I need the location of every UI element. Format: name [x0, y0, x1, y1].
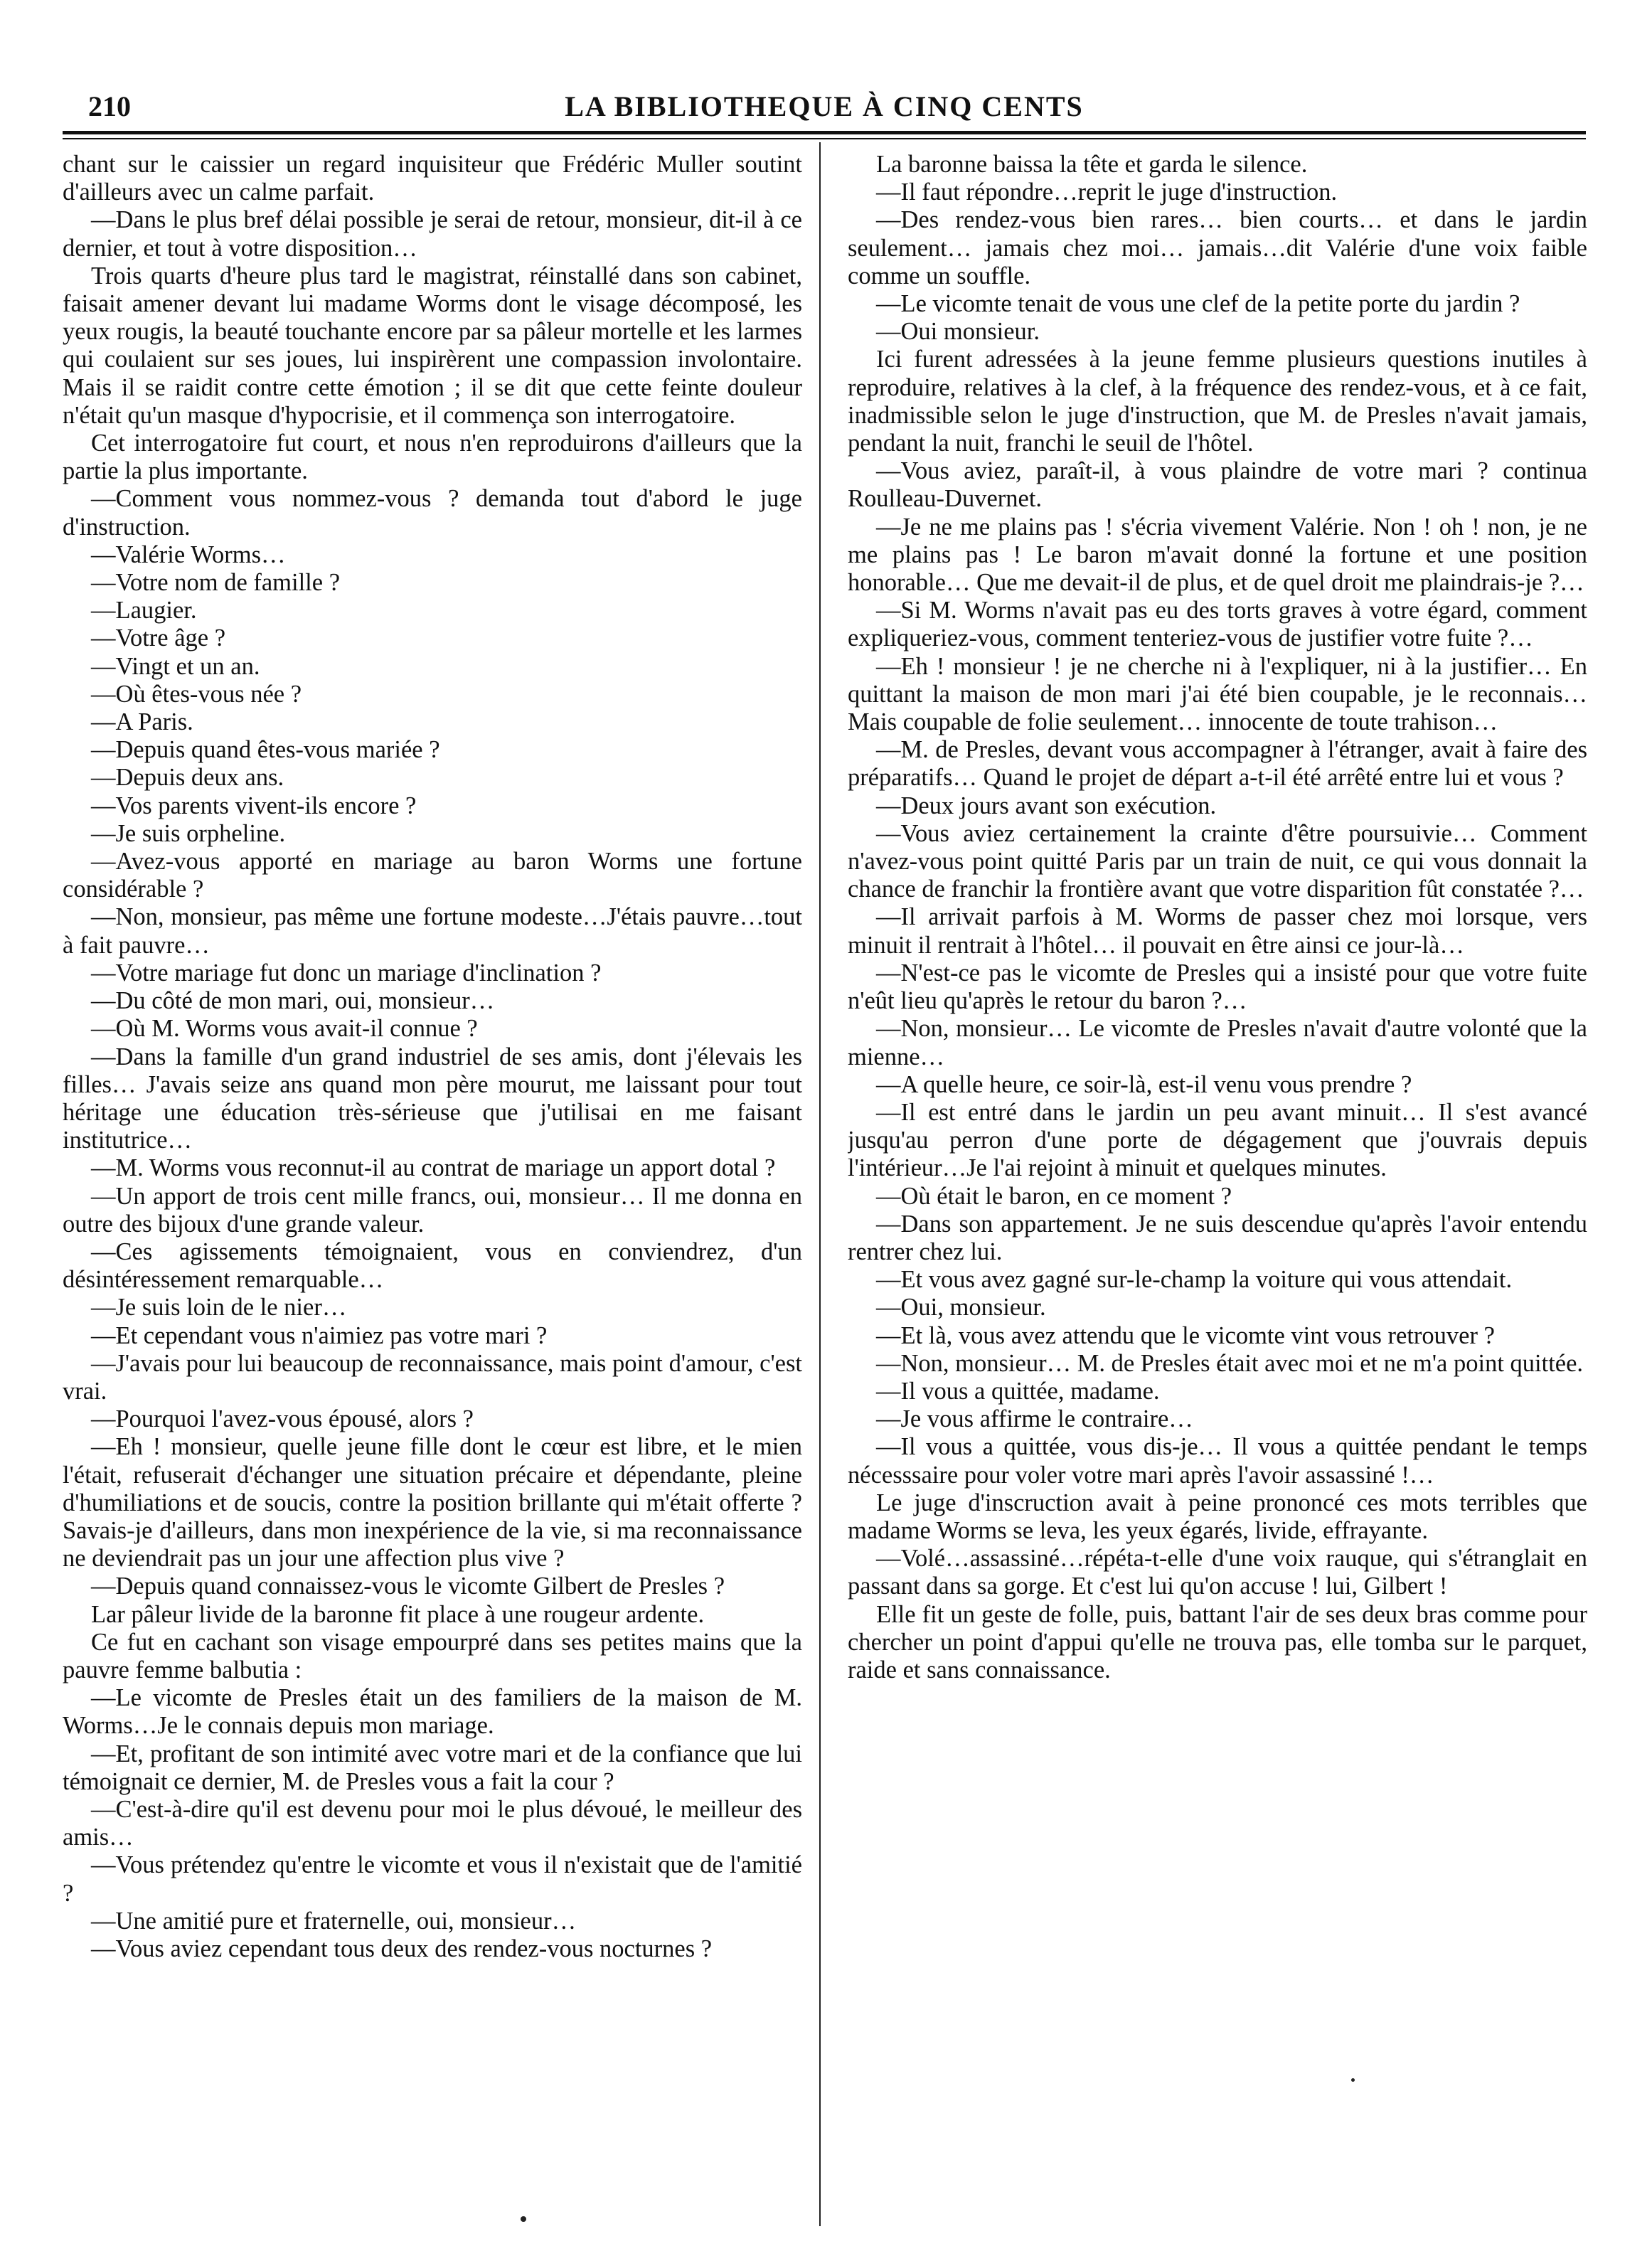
dialogue-line: —Il faut répondre…reprit le juge d'instruction.	[876, 179, 1338, 206]
dialogue-line: —Non, monsieur… M. de Presles était avec moi et ne m'a point quittée.	[876, 1349, 1584, 1377]
dialogue-line: —Dans son appartement. Je ne suis descendue qu'après l'avoir entendu rentrer chez lui.	[848, 1210, 1587, 1265]
print-speck	[521, 2216, 526, 2222]
dialogue-line: —Vous aviez certainement la crainte d'être poursuivie… Comment n'avez-vous point quitté Paris par un train de nuit, ce qui vous donnait la chance de franchir la frontière avant que votre disparition fût constatée ?…	[848, 819, 1587, 903]
dialogue-line: —Vous aviez, paraît-il, à vous plaindre de votre mari ? continua Roulleau-Duvernet.	[848, 457, 1587, 513]
narrative-paragraph: Ici furent adressées à la jeune femme plusieurs questions inutiles à reproduire, relatives à la clef, à la fréquence des rendez-vous, et à ce fait, inadmissible selon le juge d'instruction, que M. de Presles n'avait jamais, pendant la nuit, franchi le seuil de l'hôtel.	[848, 346, 1587, 457]
dialogue-line: —Volé…assassiné…répéta-t-elle d'une voix rauque, qui s'étranglait en passant dans sa gorge. Et c'est lui qu'on accuse ! lui, Gilbert !	[848, 1545, 1587, 1600]
dialogue-line: —Je suis orpheline.	[91, 819, 286, 847]
print-speck	[1351, 2078, 1355, 2082]
dialogue-line: —Où M. Worms vous avait-il connue ?	[91, 1015, 478, 1043]
dialogue-line: —Non, monsieur… Le vicomte de Presles n'avait d'autre volonté que la mienne…	[848, 1015, 1587, 1070]
dialogue-line: —Deux jours avant son exécution.	[876, 792, 1217, 819]
dialogue-line: —Vingt et un an.	[91, 652, 260, 680]
dialogue-line: —M. Worms vous reconnut-il au contrat de mariage un apport dotal ?	[91, 1154, 776, 1182]
dialogue-line: —Pourquoi l'avez-vous épousé, alors ?	[91, 1405, 474, 1433]
dialogue-line: —Non, monsieur, pas même une fortune modeste…J'étais pauvre…tout à fait pauvre…	[63, 903, 802, 959]
dialogue-line: —Le vicomte tenait de vous une clef de la petite porte du jardin ?	[876, 290, 1520, 318]
narrative-paragraph: Le juge d'inscruction avait à peine prononcé ces mots terribles que madame Worms se leva, les yeux égarés, livide, effrayante.	[848, 1489, 1587, 1544]
header-rule-thick	[63, 131, 1586, 134]
dialogue-line: —Et cependant vous n'aimiez pas votre mari ?	[91, 1321, 548, 1349]
dialogue-line: —Depuis deux ans.	[91, 764, 284, 792]
dialogue-line: —Des rendez-vous bien rares… bien courts… et dans le jardin seulement… jamais chez moi… jamais…dit Valérie d'une voix faible comme un souffle.	[848, 206, 1587, 289]
dialogue-line: —Une amitié pure et fraternelle, oui, monsieur…	[91, 1907, 577, 1935]
dialogue-line: —Laugier.	[91, 597, 197, 624]
dialogue-line: —Où était le baron, en ce moment ?	[876, 1182, 1232, 1210]
dialogue-line: —A quelle heure, ce soir-là, est-il venu vous prendre ?	[876, 1070, 1412, 1098]
dialogue-line: —Depuis quand connaissez-vous le vicomte Gilbert de Presles ?	[91, 1573, 725, 1600]
right-column	[848, 151, 1587, 2228]
dialogue-line: —Un apport de trois cent mille francs, oui, monsieur… Il me donna en outre des bijoux d'une grande valeur.	[63, 1182, 802, 1238]
dialogue-line: —Le vicomte de Presles était un des familiers de la maison de M. Worms…Je le connais depuis mon mariage.	[63, 1684, 802, 1740]
dialogue-line: —Vous prétendez qu'entre le vicomte et vous il n'existait que de l'amitié ?	[63, 1851, 802, 1907]
column-divider	[819, 142, 821, 2226]
dialogue-line: —Du côté de mon mari, oui, monsieur…	[91, 987, 495, 1015]
page-header	[63, 83, 1586, 125]
dialogue-line: —Eh ! monsieur ! je ne cherche ni à l'expliquer, ni à la justifier… En quittant la maison de mon mari j'ai été bien coupable, je le reconnais… Mais coupable de folie seulement… innocente de toute trahison…	[848, 652, 1587, 736]
running-title: LA BIBLIOTHEQUE À CINQ CENTS	[565, 90, 1084, 122]
dialogue-line: —Il vous a quittée, vous dis-je… Il vous a quittée pendant le temps nécesssaire pour voler votre mari après l'avoir assassiné !…	[848, 1433, 1587, 1489]
narrative-paragraph: La baronne baissa la tête et garda le silence.	[876, 151, 1308, 178]
dialogue-line: —A Paris.	[91, 708, 193, 736]
header-rule-thin	[63, 138, 1586, 139]
dialogue-line: —N'est-ce pas le vicomte de Presles qui a insisté pour que votre fuite n'eût lieu qu'après le retour du baron ?…	[848, 959, 1587, 1015]
dialogue-line: —C'est-à-dire qu'il est devenu pour moi le plus dévoué, le meilleur des amis…	[63, 1795, 802, 1851]
dialogue-line: —Je vous affirme le contraire…	[876, 1405, 1193, 1433]
narrative-paragraph: Cet interrogatoire fut court, et nous n'en reproduirons d'ailleurs que la partie la plus importante.	[63, 430, 802, 485]
dialogue-line: —Vous aviez cependant tous deux des rendez-vous nocturnes ?	[91, 1935, 713, 1962]
dialogue-line: —Ces agissements témoignaient, vous en conviendrez, d'un désintéressement remarquable…	[63, 1238, 802, 1294]
dialogue-line: —Votre mariage fut donc un mariage d'inclination ?	[91, 959, 602, 986]
narrative-paragraph: chant sur le caissier un regard inquisiteur que Frédéric Muller soutint d'ailleurs avec un calme parfait.	[63, 151, 802, 206]
dialogue-line: —Dans le plus bref délai possible je serai de retour, monsieur, dit-il à ce dernier, et tout à votre disposition…	[63, 206, 802, 262]
left-column	[63, 151, 802, 2228]
narrative-paragraph: Elle fit un geste de folle, puis, battant l'air de ses deux bras comme pour chercher un point d'appui qu'elle ne trouva pas, elle tomba sur le parquet, raide et sans connaissance.	[848, 1600, 1587, 1683]
dialogue-line: —M. de Presles, devant vous accompagner à l'étranger, avait à faire des préparatifs… Quand le projet de départ a-t-il été arrêté entre lui et vous ?	[848, 736, 1587, 792]
dialogue-line: —Votre nom de famille ?	[91, 569, 341, 597]
dialogue-line: —Oui monsieur.	[876, 318, 1040, 346]
dialogue-line: —Vos parents vivent-ils encore ?	[91, 792, 417, 819]
dialogue-line: —Et, profitant de son intimité avec votre mari et de la confiance que lui témoignait ce dernier, M. de Presles vous a fait la cour ?	[63, 1740, 802, 1795]
dialogue-line: —Eh ! monsieur, quelle jeune fille dont le cœur est libre, et le mien l'était, refuserait d'échanger une situation précaire et dépendante, pleine d'humiliations et de soucis, contre la position brillante qui m'était offerte ? Savais-je d'ailleurs, dans mon inexpérience de la vie, si ma reconnaissance ne deviendrait pas un jour une affection plus vive ?	[63, 1433, 802, 1573]
dialogue-line: —Il est entré dans le jardin un peu avant minuit… Il s'est avancé jusqu'au perron d'une porte de dégagement que j'ouvrais depuis l'intérieur…Je l'ai rejoint à minuit et quelques minutes.	[848, 1098, 1587, 1182]
dialogue-line: —Je ne me plains pas ! s'écria vivement Valérie. Non ! oh ! non, je ne me plains pas ! Le baron m'avait donné la fortune et une position honorable… Que me devait-il de plus, et de quel droit me plaindrais-je ?…	[848, 513, 1587, 597]
dialogue-line: —Comment vous nommez-vous ? demanda tout d'abord le juge d'instruction.	[63, 485, 802, 541]
narrative-paragraph: Lar pâleur livide de la baronne fit place à une rougeur ardente.	[91, 1600, 705, 1628]
dialogue-line: —Votre âge ?	[91, 624, 226, 652]
narrative-paragraph: Trois quarts d'heure plus tard le magistrat, réinstallé dans son cabinet, faisait amener devant lui madame Worms dont le visage décomposé, les yeux rougis, la beauté touchante encore par sa pâleur mortelle et les larmes qui coulaient sur ses joues, lui inspirèrent une compassion involontaire. Mais il se raidit contre cette émotion ; il se dit que cette feinte douleur n'était qu'un masque d'hypocrisie, et il commença son interrogatoire.	[63, 262, 802, 429]
dialogue-line: —Je suis loin de le nier…	[91, 1294, 347, 1321]
dialogue-line: —Depuis quand êtes-vous mariée ?	[91, 736, 440, 764]
dialogue-line: —Il arrivait parfois à M. Worms de passer chez moi lorsque, vers minuit il rentrait à l'hôtel… il pouvait en être ainsi ce jour-là…	[848, 903, 1587, 959]
dialogue-line: —J'avais pour lui beaucoup de reconnaissance, mais point d'amour, c'est vrai.	[63, 1349, 802, 1405]
page-number: 210	[88, 90, 131, 122]
dialogue-line: —Il vous a quittée, madame.	[876, 1377, 1160, 1405]
dialogue-line: —Oui, monsieur.	[876, 1294, 1046, 1321]
dialogue-line: —Si M. Worms n'avait pas eu des torts graves à votre égard, comment expliqueriez-vous, comment tenteriez-vous de justifier votre fuite ?…	[848, 597, 1587, 652]
dialogue-line: —Avez-vous apporté en mariage au baron Worms une fortune considérable ?	[63, 848, 802, 903]
dialogue-line: —Valérie Worms…	[91, 541, 286, 568]
dialogue-line: —Où êtes-vous née ?	[91, 680, 302, 708]
narrative-paragraph: Ce fut en cachant son visage empourpré dans ses petites mains que la pauvre femme balbutia :	[63, 1628, 802, 1683]
dialogue-line: —Dans la famille d'un grand industriel de ses amis, dont j'élevais les filles… J'avais seize ans quand mon père mourut, me laissant pour tout héritage une éducation très-sérieuse que j'utilisai en me faisant institutrice…	[63, 1043, 802, 1154]
dialogue-line: —Et vous avez gagné sur-le-champ la voiture qui vous attendait.	[876, 1266, 1513, 1294]
dialogue-line: —Et là, vous avez attendu que le vicomte vint vous retrouver ?	[876, 1321, 1495, 1349]
